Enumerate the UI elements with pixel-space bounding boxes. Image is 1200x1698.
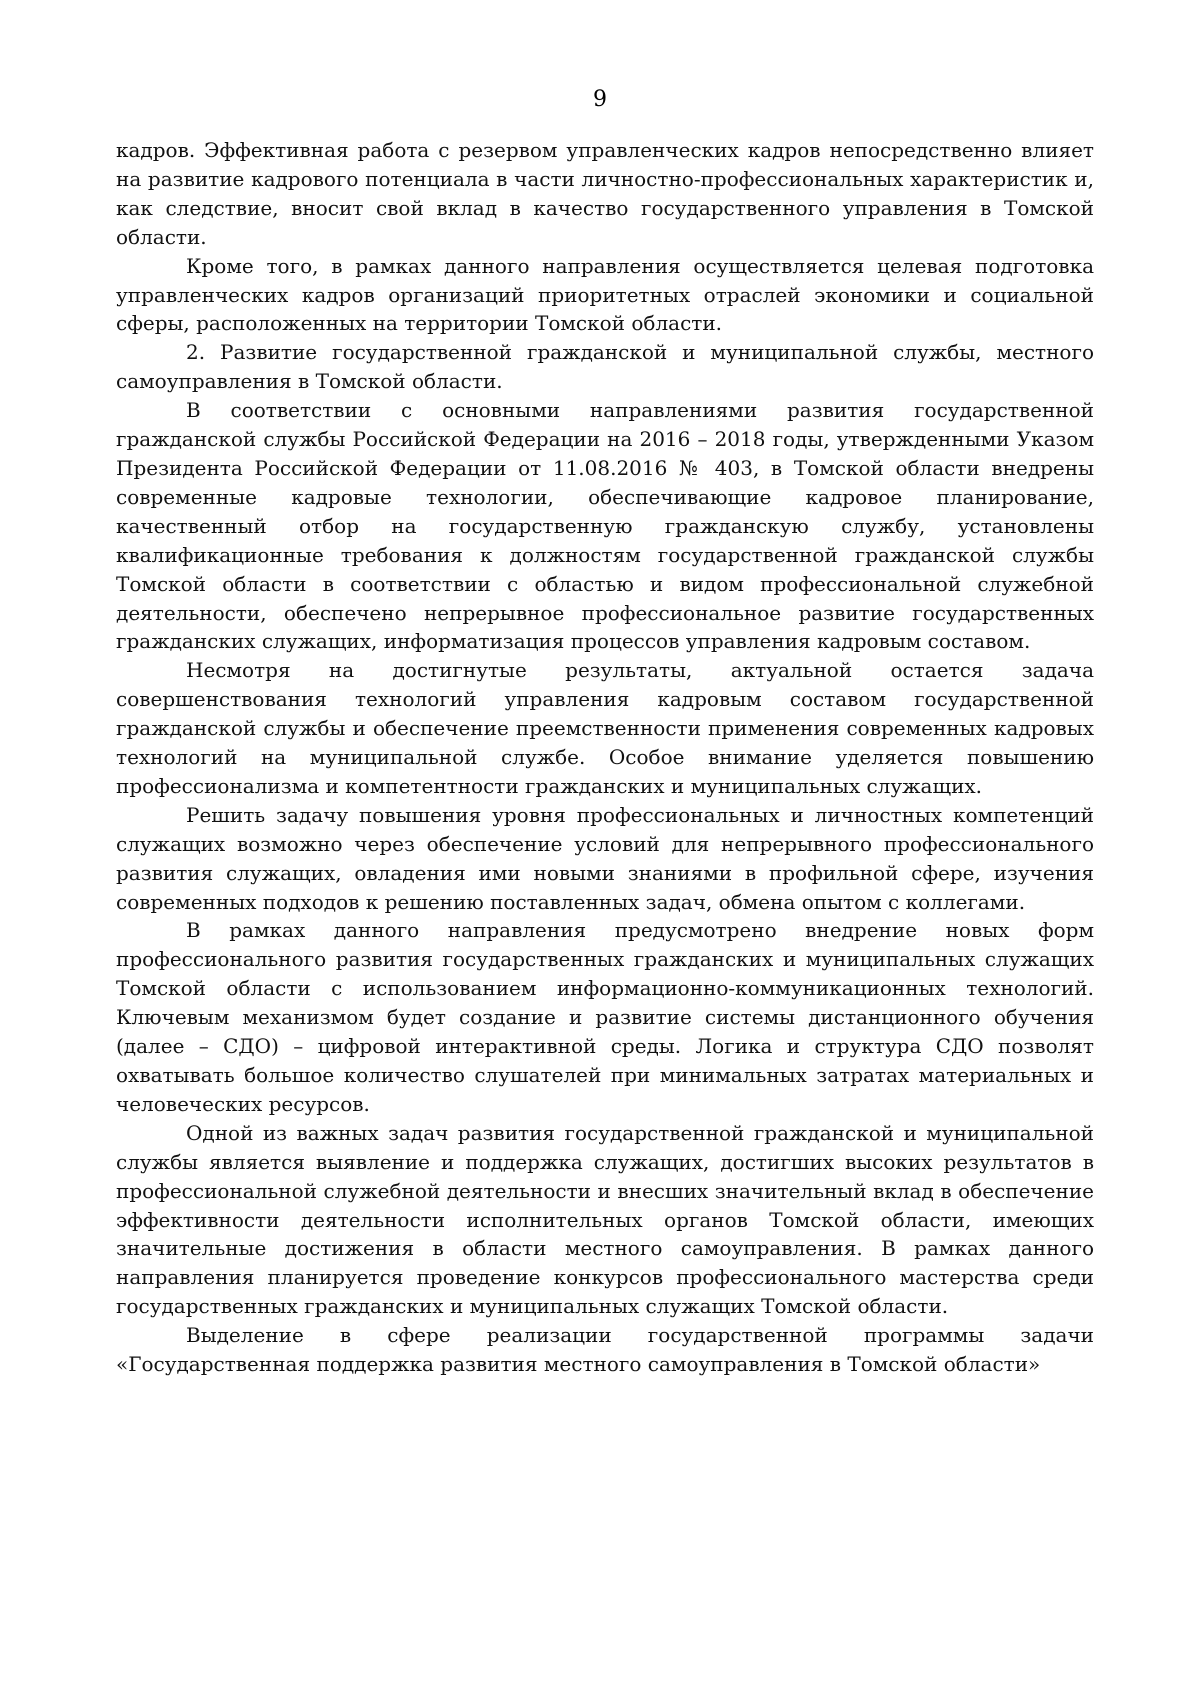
paragraph-1: кадров. Эффективная работа с резервом управленческих кадров непосредственно влияет на развитие кадрового потенциала в части личностно-профессиональных характеристик и, как следствие, вносит свой вклад в качество государственного управления в Томской области. xyxy=(116,138,1094,249)
paragraph-2: Кроме того, в рамках данного направления осуществляется целевая подготовка управленческих кадров организаций приоритетных отраслей экономики и социальной сферы, расположенных на территории Томской области. xyxy=(116,253,1094,336)
paragraph-9: Выделение в сфере реализации государственной программы задачи «Государственная поддержка развития местного самоуправления в Томской области» xyxy=(116,1323,1094,1377)
paragraph-5: Несмотря на достигнутые результаты, актуальной остается задача совершенствования технологий управления кадровым составом государственной гражданской службы и обеспечение преемственности применения современных кадровых технологий на муниципальной службе. Особое внимание уделяется повышению профессионализма и компетентности гражданских и муниципальных служащих. xyxy=(116,658,1094,798)
paragraph-6: Решить задачу повышения уровня профессиональных и личностных компетенций служащих возможно через обеспечение условий для непрерывного профессионального развития служащих, овладения ими новыми знаниями в профильной сфере, изучения современных подходов к решению поставленных задач, обмена опытом с коллегами. xyxy=(116,802,1094,914)
document-body xyxy=(116,136,1094,1379)
paragraph-4: В соответствии с основными направлениями развития государственной гражданской службы Российской Федерации на 2016 – 2018 годы, утвержденными Указом Президента Российской Федерации от 11.08.2016 № 403, в Томской области внедрены современные кадровые технологии, обеспечивающие кадровое планирование, качественный отбор на государственную гражданскую службу, установлены квалификационные требования к должностям государственной гражданской службы Томской области в соответствии с областью и видом профессиональной служебной деятельности, обеспечено непрерывное профессиональное развитие государственных гражданских служащих, информатизация процессов управления кадровым составом. xyxy=(116,398,1094,654)
paragraph-3-section-heading: 2. Развитие государственной гражданской и муниципальной службы, местного самоуправления в Томской области. xyxy=(116,340,1094,394)
paragraph-7: В рамках данного направления предусмотрено внедрение новых форм профессионального развития государственных гражданских и муниципальных служащих Томской области с использованием информационно-коммуникационных технологий. Ключевым механизмом будет создание и развитие системы дистанционного обучения (далее – СДО) – цифровой интерактивной среды. Логика и структура СДО позволят охватывать большое количество слушателей при минимальных затратах материальных и человеческих ресурсов. xyxy=(116,918,1094,1116)
paragraph-8: Одной из важных задач развития государственной гражданской и муниципальной службы является выявление и поддержка служащих, достигших высоких результатов в профессиональной служебной деятельности и внесших значительный вклад в обеспечение эффективности деятельности исполнительных органов Томской области, имеющих значительные достижения в области местного самоуправления. В рамках данного направления планируется проведение конкурсов профессионального мастерства среди государственных гражданских и муниципальных служащих Томской области. xyxy=(116,1120,1094,1319)
page-number: 9 xyxy=(593,87,607,112)
